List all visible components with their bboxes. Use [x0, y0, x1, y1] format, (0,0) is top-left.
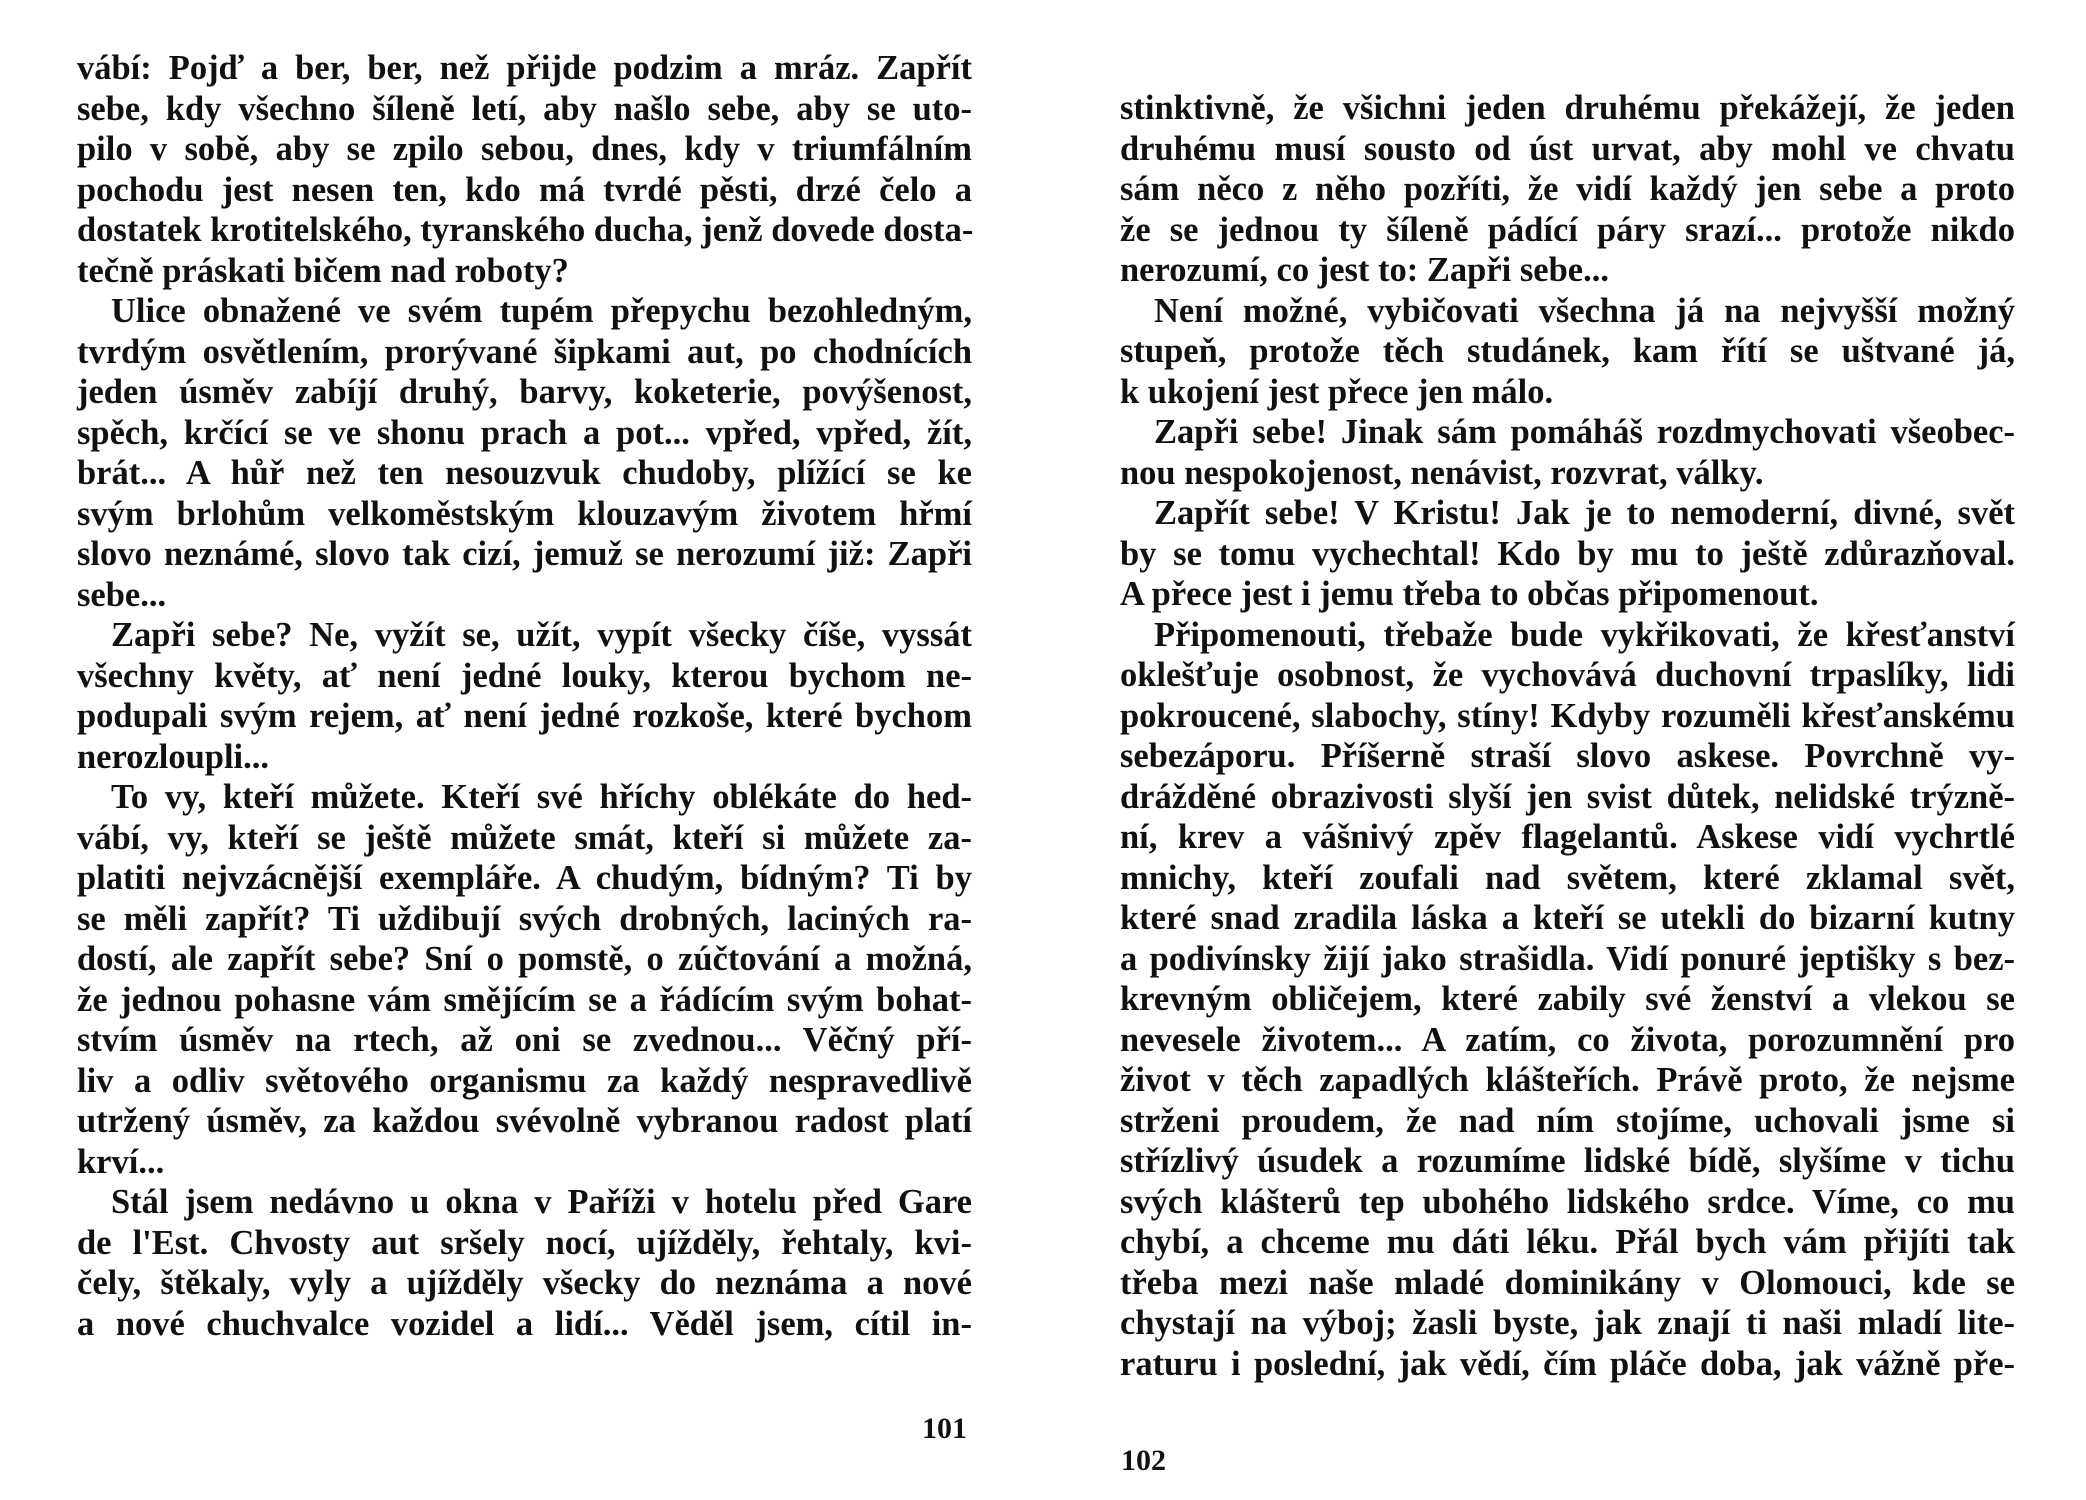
right-page-line: Zapřít sebe! V Kristu! Jak je to nemoderní, divné, svět	[1154, 494, 2015, 532]
left-page-line: čely, štěkaly, vyly a ujížděly všecky do neznáma a nové	[77, 1264, 972, 1302]
right-page-line: raturu i poslední, jak vědí, čím pláče doba, jak vážně pře-	[1120, 1344, 2015, 1383]
right-page-line: krevným obličejem, které zabily své ženství a vlekou se	[1120, 980, 2015, 1018]
left-page-line: dostí, ale zapřít sebe? Sní o pomstě, o zúčtování a možná,	[77, 940, 972, 978]
left-page-number: 101	[922, 1412, 967, 1445]
right-page-line: nou nespokojenost, nenávist, rozvrat, války.	[1120, 453, 1764, 492]
left-page-line: Zapři sebe? Ne, vyžít se, užít, vypít všecky číše, vyssát	[111, 616, 972, 654]
left-page-line: sebe...	[77, 575, 167, 614]
left-page-line: liv a odliv světového organismu za každý nespravedlivě	[77, 1061, 972, 1100]
right-page-number: 102	[1121, 1444, 1166, 1477]
left-page-line: utržený úsměv, za každou svévolně vybranou radost platí	[77, 1102, 972, 1140]
right-page-line: střízlivý úsudek a rozumíme lidské bídě, slyšíme v tichu	[1120, 1142, 2015, 1180]
left-page-line: stvím úsměv na rtech, až oni se zvednou... Věčný pří-	[77, 1021, 972, 1059]
left-page-line: pochodu jest nesen ten, kdo má tvrdé pěsti, drzé čelo a	[77, 170, 972, 209]
left-page-line: se měli zapřít? Ti uždibují svých drobných, laciných ra-	[77, 899, 972, 938]
right-page-line: že se jednou ty šíleně pádící páry srazí... protože nikdo	[1120, 210, 2015, 249]
right-page-line: Připomenouti, třebaže bude vykřikovati, že křesťanství	[1154, 615, 2015, 654]
right-page-line: život v těch zapadlých klášteřích. Právě proto, že nejsme	[1120, 1061, 2015, 1099]
right-page-line: stupeň, protože těch studánek, kam řítí se uštvané já,	[1120, 332, 2015, 370]
left-page-line: dostatek krotitelského, tyranského ducha, jenž dovede dosta-	[77, 211, 974, 249]
left-page-line: že jednou pohasne vám smějícím se a řádícím svým bohat-	[77, 980, 972, 1019]
left-page-line: Ulice obnažené ve svém tupém přepychu bezohledným,	[111, 292, 972, 330]
right-page-line: druhému musí sousto od úst urvat, aby mohl ve chvatu	[1120, 129, 2015, 168]
left-page-line: slovo neznámé, slovo tak cizí, jemuž se nerozumí již: Zapři	[77, 535, 972, 573]
right-page-line: sebezáporu. Příšerně straší slovo askese. Povrchně vy-	[1120, 737, 2015, 775]
right-page-line: pokroucené, slabochy, stíny! Kdyby rozuměli křesťanskému	[1120, 696, 2015, 735]
right-page-line: nerozumí, co jest to: Zapři sebe...	[1120, 251, 1609, 289]
left-page-line: jeden úsměv zabíjí druhý, barvy, koketerie, povýšenost,	[77, 373, 972, 411]
left-page-line: tečně práskati bičem nad roboty?	[77, 251, 569, 290]
right-page-line: ní, krev a vášnivý zpěv flagelantů. Askese vidí vychrtlé	[1120, 818, 2015, 856]
left-page-line: vábí: Pojď a ber, ber, než přijde podzim a mráz. Zapřít	[77, 49, 972, 87]
right-page-line: by se tomu vychechtal! Kdo by mu to ještě zdůrazňoval.	[1120, 534, 2015, 573]
left-page-line: tvrdým osvětlením, prorývané šipkami aut, po chodnících	[77, 332, 972, 371]
left-page-line: de l'Est. Chvosty aut sršely nocí, ujížděly, řehtaly, kvi-	[77, 1223, 972, 1262]
right-page-line: Zapři sebe! Jinak sám pomáháš rozdmychovati všeobec-	[1154, 413, 2015, 451]
left-page-line: spěch, krčící se ve shonu prach a pot... vpřed, vpřed, žít,	[77, 413, 972, 452]
left-page-line: sebe, kdy všechno šíleně letí, aby našlo sebe, aby se uto-	[77, 89, 972, 128]
right-page-line: které snad zradila láska a kteří se utekli do bizarní kutny	[1120, 899, 2015, 937]
left-page-text	[77, 48, 972, 1344]
right-page-line: mnichy, kteří zoufali nad světem, které zklamal svět,	[1120, 858, 2015, 897]
right-page-line: A přece jest i jemu třeba to občas připomenout.	[1120, 575, 1819, 613]
right-page-line: a podivínsky žijí jako strašidla. Vidí ponuré jeptišky s bez-	[1120, 939, 2015, 978]
left-page-line: svým brlohům velkoměstským klouzavým životem hřmí	[77, 494, 972, 533]
left-page-line: nerozloupli...	[77, 737, 270, 776]
left-page-line: krví...	[77, 1142, 165, 1181]
right-page-text	[1120, 88, 2015, 1384]
left-page-line: brát... A hůř než ten nesouzvuk chudoby, plížící se ke	[77, 454, 972, 492]
left-page-line: vábí, vy, kteří se ještě můžete smát, kteří si můžete za-	[77, 818, 972, 857]
right-page-line: Není možné, vybičovati všechna já na nejvyšší možný	[1154, 291, 2015, 330]
right-page-line: svých klášterů tep ubohého lidského srdce. Víme, co mu	[1120, 1182, 2015, 1221]
right-page-line: chybí, a chceme mu dáti léku. Přál bych vám přijíti tak	[1120, 1223, 2015, 1261]
right-page-line: sám něco z něho pozříti, že vidí každý jen sebe a proto	[1120, 170, 2015, 208]
left-page-line: a nové chuchvalce vozidel a lidí... Věděl jsem, cítil in-	[77, 1304, 972, 1343]
left-page-line: pilo v sobě, aby se zpilo sebou, dnes, kdy v triumfálním	[77, 130, 972, 168]
left-page-line: platiti nejvzácnější exempláře. A chudým, bídným? Ti by	[77, 859, 972, 897]
right-page-line: strženi proudem, že nad ním stojíme, uchovali jsme si	[1120, 1101, 2015, 1140]
right-page-line: k ukojení jest přece jen málo.	[1120, 372, 1554, 411]
left-page-line: všechny květy, ať není jedné louky, kterou bychom ne-	[77, 656, 972, 695]
left-page-line: podupali svým rejem, ať není jedné rozkoše, které bychom	[77, 697, 972, 735]
right-page-line: třeba mezi naše mladé dominikány v Olomouci, kde se	[1120, 1263, 2015, 1302]
left-page-line: Stál jsem nedávno u okna v Paříži v hotelu před Gare	[111, 1183, 972, 1221]
right-page-line: chystají na výboj; žasli byste, jak znají ti naši mladí lite-	[1120, 1304, 2015, 1342]
right-page-line: oklešťuje osobnost, že vychovává duchovní trpaslíky, lidi	[1120, 656, 2015, 694]
right-page-line: drážděné obrazivosti slyší jen svist důtek, nelidské trýzně-	[1120, 777, 2015, 816]
right-page-line: stinktivně, že všichni jeden druhému překážejí, že jeden	[1120, 89, 2015, 127]
left-page-line: To vy, kteří můžete. Kteří své hříchy oblékáte do hed-	[111, 778, 972, 816]
right-page-line: nevesele životem... A zatím, co života, porozumnění pro	[1120, 1020, 2015, 1059]
